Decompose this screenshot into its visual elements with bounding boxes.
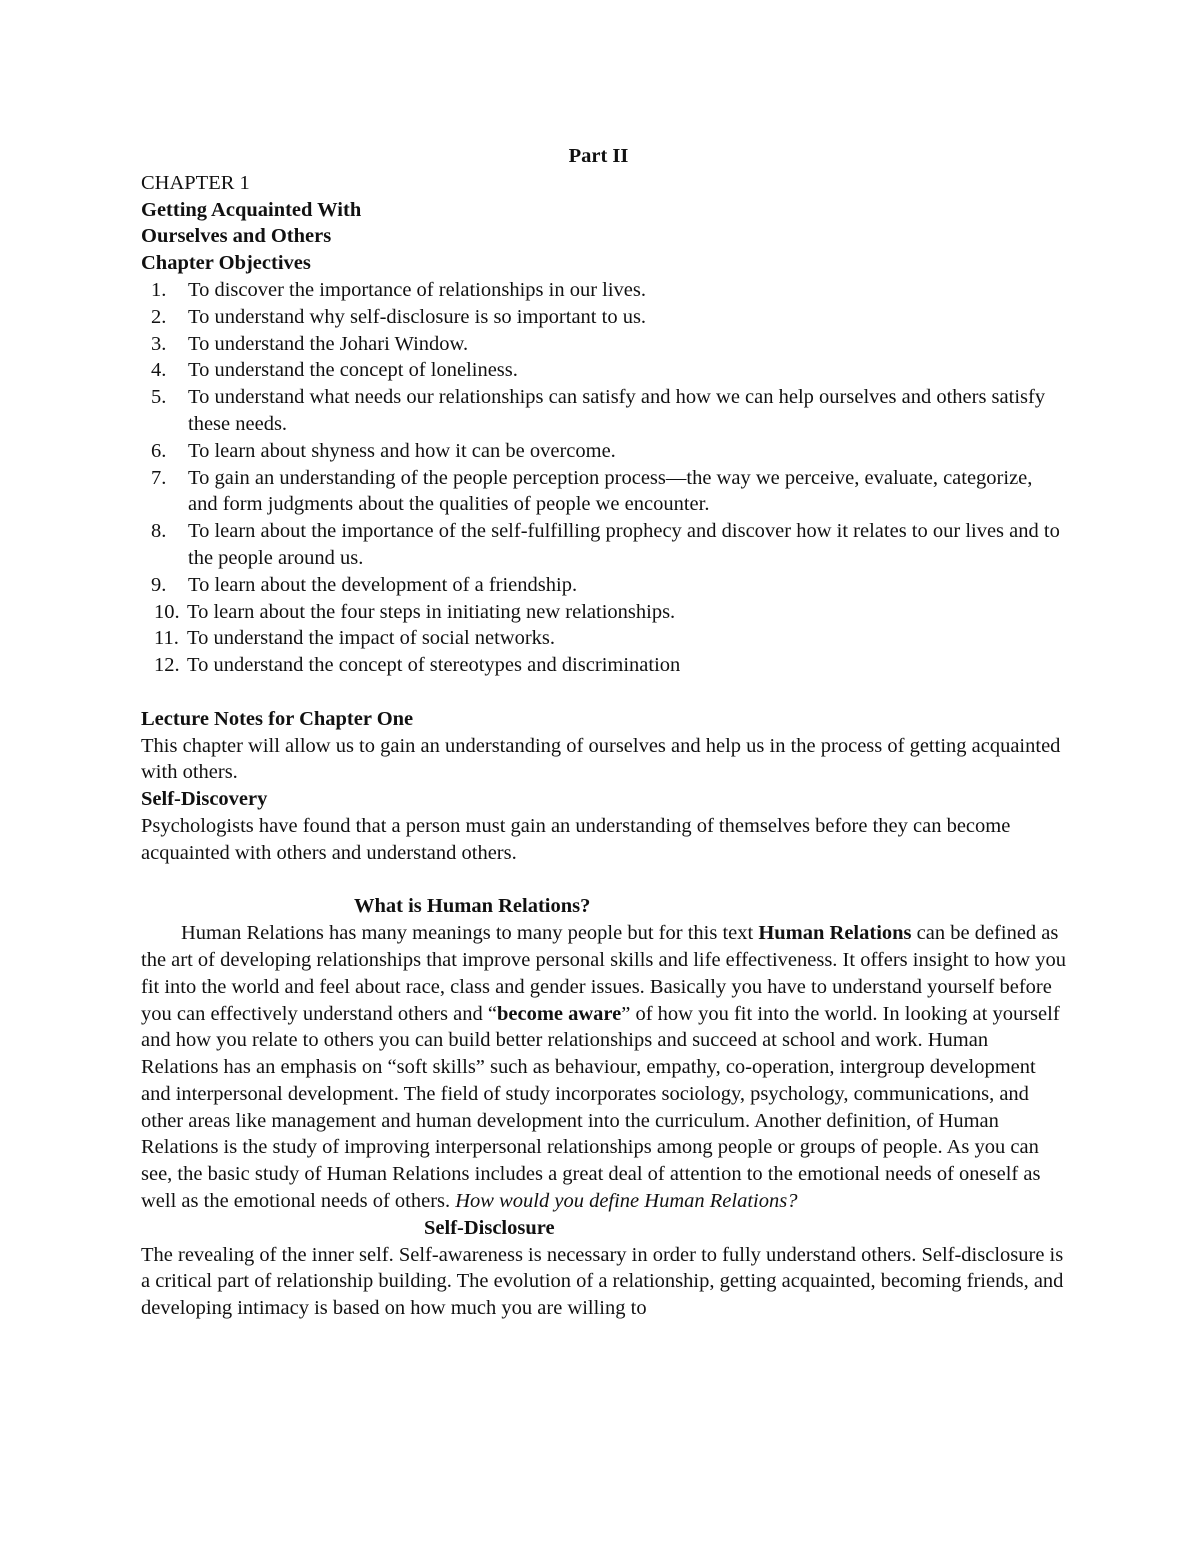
objective-item	[141, 384, 1066, 438]
objective-item	[141, 599, 1066, 626]
objective-item	[141, 465, 1066, 519]
objective-item	[141, 652, 1066, 679]
objective-number: 1.	[151, 278, 167, 301]
objective-number: 4.	[151, 359, 167, 382]
objective-number: 8.	[151, 520, 167, 543]
objective-text: To learn about the four steps in initiating new relationships.	[187, 600, 676, 623]
objective-number: 10.	[154, 600, 180, 623]
chapter-title-line-1: Getting Acquainted With	[141, 198, 362, 221]
objective-item	[141, 304, 1066, 331]
lecture-heading: Lecture Notes for Chapter One	[141, 707, 414, 730]
self-discovery-text: Psychologists have found that a person must gain an understanding of themselves before they can become acquainted with others and understand others.	[141, 814, 1011, 864]
self-disclosure-text: The revealing of the inner self. Self-awareness is necessary in order to fully understand others. Self-disclosure is a critical part of relationship building. The evolution of a relationship, getting acquainted, becoming friends, and developing intimacy is based on how much you are willing to	[141, 1243, 1064, 1320]
hr-question: How would you define Human Relations?	[455, 1190, 798, 1213]
self-discovery-heading: Self-Discovery	[141, 788, 268, 811]
objective-text: To understand why self-disclosure is so important to us.	[188, 305, 647, 328]
objective-number: 12.	[154, 654, 180, 677]
objective-number: 9.	[151, 573, 167, 596]
objective-item	[141, 572, 1066, 599]
objective-text: To learn about the importance of the self-fulfilling prophecy and discover how it relates to our lives and to the people around us.	[188, 520, 1060, 569]
objective-item	[141, 331, 1066, 358]
chapter-title-line-2: Ourselves and Others	[141, 225, 332, 248]
document-page	[141, 143, 1066, 1322]
lecture-intro: This chapter will allow us to gain an understanding of ourselves and help us in the process of getting acquainted with others.	[141, 734, 1061, 784]
objectives-heading: Chapter Objectives	[141, 252, 311, 275]
hr-bold-term: Human Relations	[758, 922, 912, 945]
spacer	[141, 679, 1066, 706]
part-title	[141, 143, 1066, 170]
hr-text-3: ” of how you fit into the world. In looking at yourself and how you relate to others you can build better relationships and succeed at school and work. Human Relations has an emphasis on “soft skills” such as behaviour, empathy, co-operation, intergroup development and interpersonal development. The field of study incorporates sociology, psychology, communications, and other areas like management and human development into the curriculum. Another definition, of Human Relations is the study of improving interpersonal relationships among people or groups of people. As you can see, the basic study of Human Relations includes a great deal of attention to the emotional needs of oneself as well as the emotional needs of others.	[141, 1002, 1060, 1213]
spacer	[141, 867, 1066, 894]
objective-item	[141, 277, 1066, 304]
hr-text-1: Human Relations has many meanings to many people but for this text	[181, 922, 759, 945]
objective-item	[141, 357, 1066, 384]
chapter-number: CHAPTER 1	[141, 171, 250, 194]
objective-item	[141, 438, 1066, 465]
part-title-text: Part II	[568, 145, 629, 167]
hr-text-2: can be defined as the art of developing relationships that improve personal skills and life effectiveness. It offers insight to how you fit into the world and feel about race, class and gender issues. Basically you have to understand yourself before you can effectively understand others and “	[141, 922, 1066, 1025]
objective-item	[141, 518, 1066, 572]
objective-number: 2.	[151, 305, 167, 328]
hr-bold-phrase: become aware	[496, 1002, 622, 1025]
objective-text: To understand what needs our relationships can satisfy and how we can help ourselves and others satisfy these needs.	[188, 386, 1046, 435]
objective-text: To gain an understanding of the people perception process—the way we perceive, evaluate, categorize, and form judgments about the qualities of people we encounter.	[188, 466, 1033, 516]
objective-number: 6.	[151, 439, 167, 462]
human-relations-heading: What is Human Relations?	[354, 895, 591, 918]
objectives-list	[141, 277, 1066, 679]
objective-text: To learn about shyness and how it can be overcome.	[188, 439, 616, 462]
objective-text: To understand the concept of stereotypes and discrimination	[187, 654, 681, 677]
objective-number: 3.	[151, 332, 167, 355]
objective-text: To understand the concept of loneliness.	[188, 359, 518, 382]
objective-number: 7.	[151, 466, 167, 489]
objective-text: To understand the Johari Window.	[188, 332, 469, 355]
objective-text: To learn about the development of a friendship.	[188, 573, 578, 596]
objective-text: To understand the impact of social networks.	[187, 627, 556, 650]
objective-item	[141, 625, 1066, 652]
human-relations-paragraph	[141, 920, 1066, 1215]
self-disclosure-heading: Self-Disclosure	[424, 1216, 555, 1239]
objective-number: 11.	[154, 627, 179, 650]
objective-text: To discover the importance of relationships in our lives.	[188, 278, 646, 301]
objective-number: 5.	[151, 386, 167, 409]
